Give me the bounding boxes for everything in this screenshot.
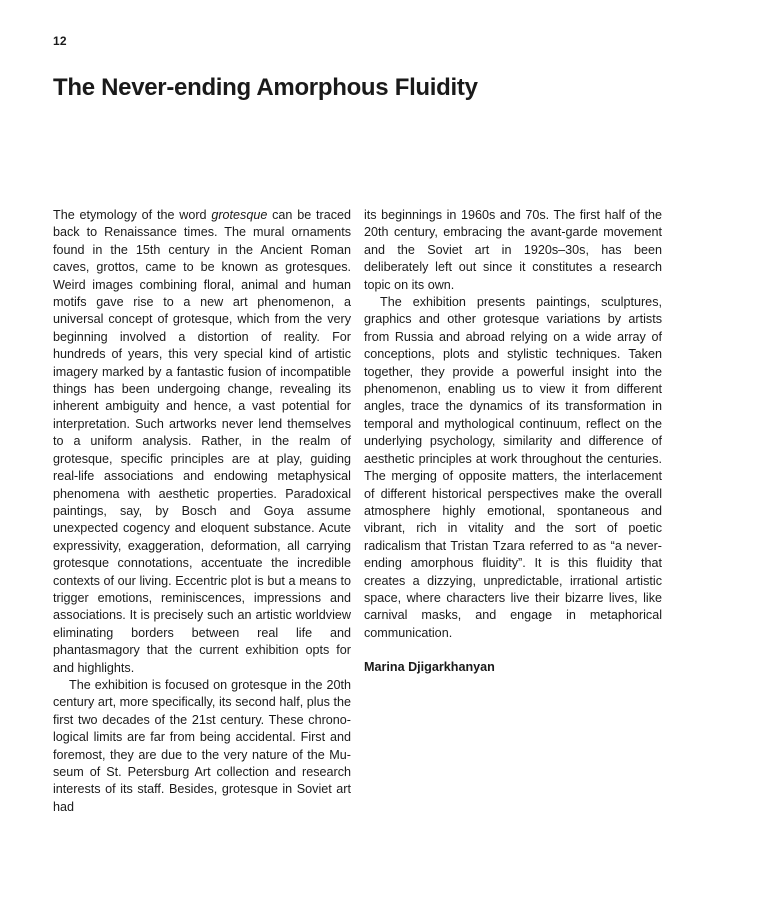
term-grotesque: grotesque xyxy=(211,208,268,222)
paragraph-focus: The exhibition is focused on grotesque in the 20th century art, more specifically, its second half, plus the first two decades of the 21st century. These chronological limits are far from being accidental. First and foremost, they are due to the very nature of the Museum of St. Petersburg Art collection and research interests of its staff. Besides, grotesque in Soviet art had xyxy=(53,677,351,814)
article-column-right xyxy=(364,207,662,677)
article-column-left xyxy=(53,207,351,816)
paragraph-etymology xyxy=(53,207,351,677)
paragraph-etymology-intro: The etymology of the word xyxy=(53,208,212,222)
page-title: The Never-ending Amorphous Fluidity xyxy=(53,74,478,101)
page-number: 12 xyxy=(53,34,67,48)
paragraph-etymology-body: can be traced back to Renaissance times. The mural ornaments found in the 15th century in the Ancient Roman caves, grottos, came to be known as grotesques. Weird images combining floral, animal and human motifs gave rise to a new art phenomenon, a universal concept of grotesque, which from the very beginning involved a distortion of reality. For hundreds of years, this very special kind of artistic imagery marked by a fantastic fusion of incompatible things has been undergoing change, revealing its inherent ambiguity and hence, a vast potential for interpretation. Such artworks never lend themselves to a uniform analysis. Rather, in the realm of grotesque, specific principles are at play, guiding real-life associations and endowing metaphysical phenomena with aesthetic properties. Paradoxical paintings, say, by Bosch and Goya assume unexpected cogency and eloquent substance. Acute expressivity, exaggeration, deformation, all carrying grotesque connotations, accentuate the incredible contexts of our living. Eccentric plot is but a means to trigger emotions, reminiscences, impressions and associations. It is precisely such an artistic worldview eliminating borders between real life and phantasmagory that the current exhibition opts for and highlights. xyxy=(53,208,352,675)
paragraph-focus-continued: its beginnings in 1960s and 70s. The first half of the 20th century, embracing the avant-garde movement and the Soviet art in 1920s–30s, has been deliberately left out since it constitutes a research topic on its own. xyxy=(364,208,662,292)
paragraph-exhibition: The exhibition presents paintings, sculptures, graphics and other grotesque variations by artists from Russia and abroad relying on a wide array of conceptions, plots and stylistic techniques. Taken together, they provide a powerful insight into the phenomenon, enabling us to view it from different angles, trace the dynamics of its transformation in temporal and mythological continuum, reflect on the underlying psychology, similarity and difference of aesthetic principles at work throughout the centuries. The merging of opposite matters, the interlacement of different historical perspectives make the overall atmosphere highly emotional, spontaneous and vibrant, rich in vitality and the sort of poetic radicalism that Tristan Tzara referred to as “a never-ending amorphous fluidity”. It is this fluidity that creates a dizzying, unpredictable, irrational artistic space, where characters live their bizarre lives, like carnival masks, and engage in metaphorical communication. xyxy=(364,295,662,640)
author-name: Marina Djigarkhanyan xyxy=(364,660,495,675)
